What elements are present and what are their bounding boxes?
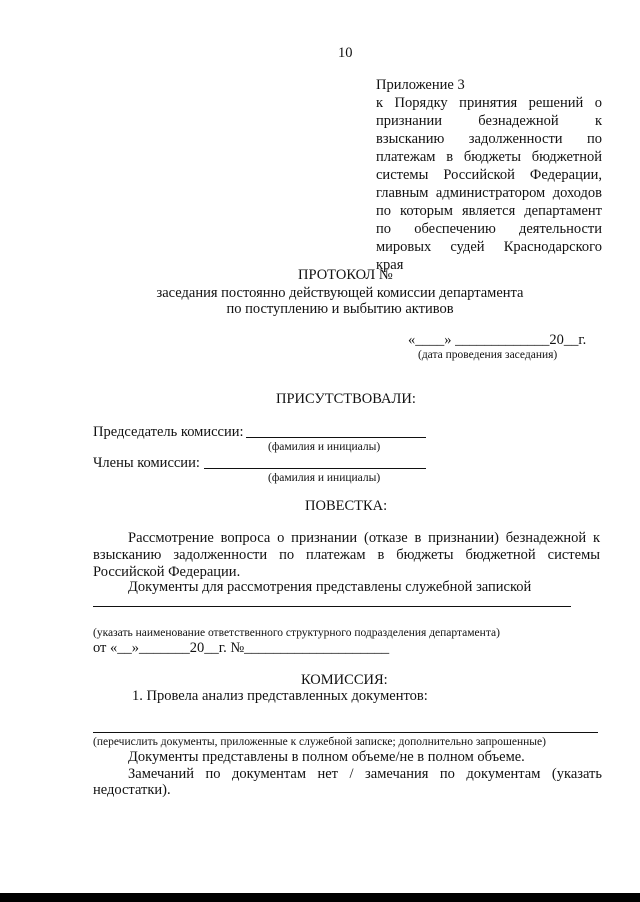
appendix-line: мировых судей Краснодарского [376, 239, 602, 255]
appendix-line: к Порядку принятия решений о [376, 95, 602, 111]
commission-heading: КОМИССИЯ: [301, 672, 388, 688]
agenda-paragraph-line-3: Российской Федерации. [93, 564, 241, 580]
chairman-underline [246, 437, 426, 438]
protocol-subtitle-1: заседания постоянно действующей комиссии департамента [156, 285, 524, 301]
chairman-label: Председатель комиссии: [93, 424, 244, 440]
chairman-caption: (фамилия и инициалы) [268, 441, 381, 453]
present-heading: ПРИСУТСТВОВАЛИ: [276, 391, 416, 407]
page-number: 10 [338, 45, 353, 61]
commission-remarks-line-2: недостатки). [93, 782, 171, 798]
commission-docs-full: Документы представлены в полном объеме/не в полном объеме. [128, 749, 525, 765]
appendix-line: системы Российской Федерации, [376, 167, 602, 183]
appendix-line: взысканию задолженности по [376, 131, 602, 147]
appendix-line: по обеспечению деятельности [376, 221, 602, 237]
appendix-line: главным администратором доходов [376, 185, 602, 201]
meeting-date-field: «____» _____________20__г. [408, 332, 587, 348]
protocol-subtitle-2: по поступлению и выбытию активов [226, 301, 454, 317]
agenda-from-line: от «__»_______20__г. №____________________ [93, 640, 390, 656]
commission-item-1-underline [93, 732, 598, 733]
agenda-paragraph-line-2: взысканию задолженности по платежам в бюджеты бюджетной системы [93, 547, 600, 563]
commission-item-1-caption: (перечислить документы, приложенные к служебной записке; дополнительно запрошенные) [93, 736, 546, 748]
commission-remarks-line-1: Замечаний по документам нет / замечания по документам (указать [128, 766, 602, 782]
agenda-heading: ПОВЕСТКА: [305, 498, 388, 514]
agenda-docs-line: Документы для рассмотрения представлены служебной запиской [128, 579, 532, 595]
appendix-line: края [376, 257, 404, 273]
members-label: Члены комиссии: [93, 455, 200, 471]
agenda-docs-underline [93, 606, 571, 607]
appendix-line: платежам в бюджеты бюджетной [376, 149, 602, 165]
appendix-line: признании безнадежной к [376, 113, 602, 129]
meeting-date-caption: (дата проведения заседания) [418, 349, 558, 361]
commission-item-1: 1. Провела анализ представленных документов: [132, 688, 428, 704]
appendix-block [376, 76, 602, 274]
agenda-paragraph-line-1: Рассмотрение вопроса о признании (отказе в признании) безнадежной к [128, 530, 600, 546]
appendix-line: по которым является департамент [376, 203, 602, 219]
scan-edge-bar [0, 893, 640, 902]
members-underline [204, 468, 426, 469]
agenda-docs-caption: (указать наименование ответственного структурного подразделения департамента) [93, 627, 500, 639]
appendix-title: Приложение 3 [376, 77, 465, 93]
members-caption: (фамилия и инициалы) [268, 472, 381, 484]
protocol-title: ПРОТОКОЛ № [298, 267, 393, 283]
